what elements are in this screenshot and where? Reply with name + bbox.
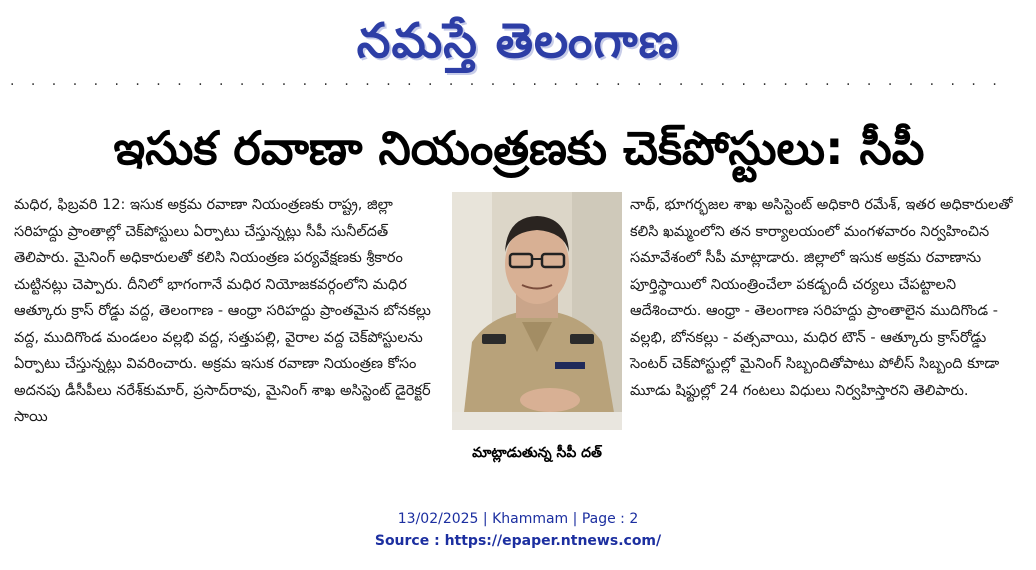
right-column-text: నాథ్, భూగర్భజల శాఖ అసిస్టెంట్ అధికారి రమేశ్, ఇతర అధికారులతో కలిసి ఖమ్మంలోని తన కార్యాలయంలో మంగళవారం నిర్వహించిన సమావేశంలో సీపీ మాట్లాడారు. జిల్లాలో ఇసుక అక్రమ రవాణాను పూర్తిస్థాయిలో నియంత్రించేలా పకడ్బందీ చర్యలు చేపట్టాలని ఆదేశించారు. ఆంధ్రా - తెలంగాణ సరిహద్దు ప్రాంతాలైన ముదిగొండ - వల్లభి, బోనకల్లు - వత్సవాయి, మధిర టౌన్ - ఆత్కూరు క్రాస్‌రోడ్డు సెంటర్ చెక్‌పోస్టుల్లో మైనింగ్ సిబ్బందితోపాటు పోలీస్ సిబ్బంది కూడా మూడు షిఫ్టుల్లో 24 గంటలు విధులు నిర్వహిస్తారని తెలిపారు. [630,197,1013,399]
edition-info: 13/02/2025 | Khammam | Page : 2 [397,511,639,527]
article-right-column [630,192,1028,474]
newspaper-title: నమస్తే తెలంగాణ [356,13,680,69]
source-link[interactable]: Source : https://epaper.ntnews.com/ [374,533,662,549]
page-footer [0,508,1036,552]
article-headline: ఇసుక రవాణా నియంత్రణకు చెక్‌పోస్టులు: సీపీ [113,121,925,175]
article-left-column [14,192,442,474]
cut-previous-line [10,77,1026,104]
left-column-text: మధిర, ఫిబ్రవరి 12: ఇసుక అక్రమ రవాణా నియంత్రణకు రాష్ట్ర, జిల్లా సరిహద్దు ప్రాంతాల్లో చెక్‌పోస్టులు ఏర్పాటు చేస్తున్నట్లు సీపీ సునీల్‌దత్ తెలిపారు. మైనింగ్ అధికారులతో కలిసి నియంత్రణ పర్యవేక్షణకు శ్రీకారం చుట్టినట్లు చెప్పారు. దీనిలో భాగంగానే మధిర నియోజకవర్గంలోని మధిర ఆత్కూరు క్రాస్ రోడ్డు వద్ద, తెలంగాణ - ఆంధ్రా సరిహద్దు ప్రాంతమైన బోనకల్లు వద్ద, ముదిగొండ మండలం వల్లభి వద్ద, సత్తుపల్లి, వైరాల వద్ద చెక్‌పోస్టులను ఏర్పాటు చేస్తున్నట్లు వివరించారు. అక్రమ ఇసుక రవాణా నియంత్రణ కోసం అదనపు డీసీపీలు నరేశ్‌కుమార్, ప్రసాద్‌రావు, మైనింగ్ శాఖ అసిస్టెంట్ డైరెక్టర్ సాయి [14,197,431,425]
police-officer-portrait [452,192,622,430]
article-photo [452,192,622,475]
photo-image [452,192,622,430]
cut-previous-text: · · · · · · · · · · · · · · · · · · · · · · · · · · · · · · · · · · · · · · · · · · · · · · · · [10,77,1003,93]
masthead [0,6,1036,76]
photo-caption: మాట్లాడుతున్న సీపీ దత్ [472,445,602,461]
